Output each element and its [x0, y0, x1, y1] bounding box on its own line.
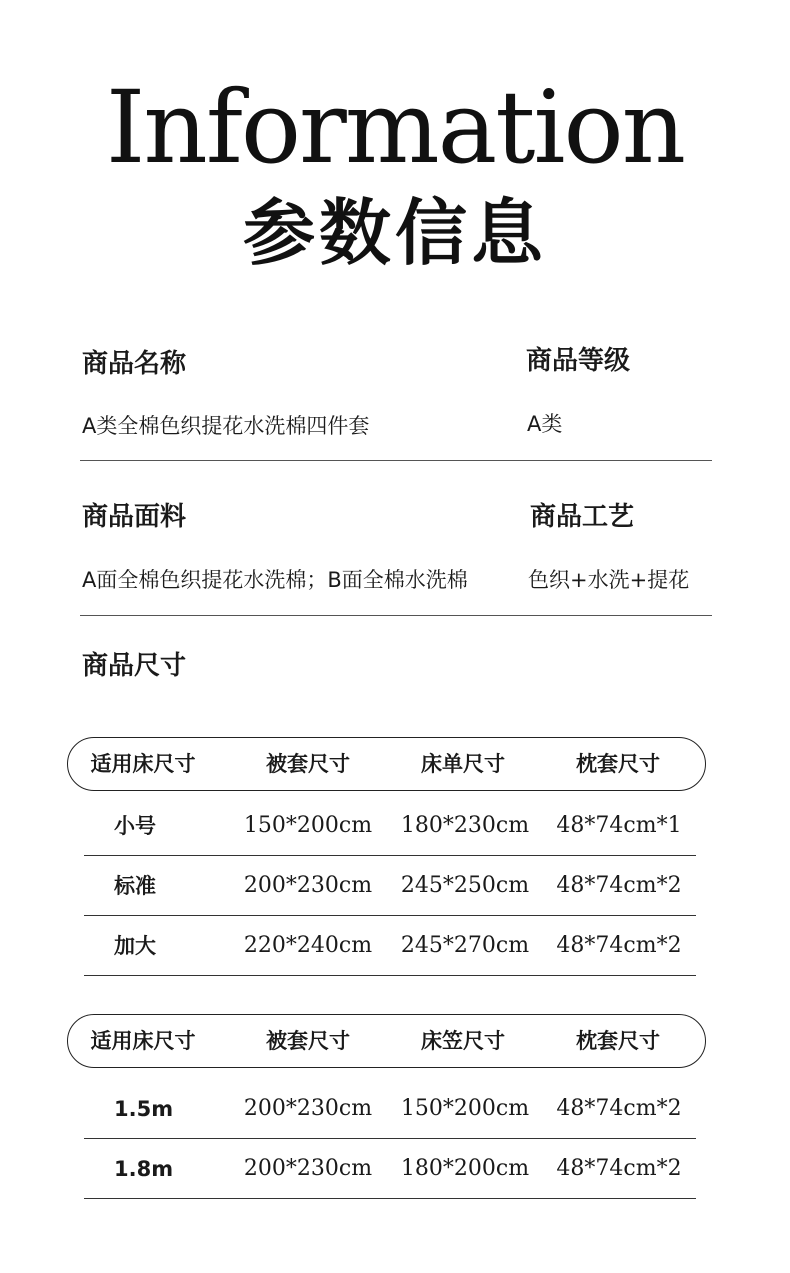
table-row	[84, 1139, 696, 1199]
pillowcase-size-cell: 48*74cm*2	[556, 873, 682, 898]
divider	[80, 615, 712, 616]
table1-header	[67, 737, 706, 791]
pillowcase-size-cell: 48*74cm*2	[556, 1096, 682, 1121]
table-row	[84, 856, 696, 916]
row-divider	[84, 975, 696, 976]
page-title-zh: 参数信息	[242, 191, 547, 275]
bed-size-cell: 1.8m	[114, 1157, 174, 1181]
duvet-size-cell: 200*230cm	[243, 1096, 373, 1121]
product-fabric-value: A面全棉色织提花水洗棉；B面全棉水洗棉	[82, 568, 468, 592]
product-size-label: 商品尺寸	[82, 651, 187, 681]
pillowcase-size-cell: 48*74cm*2	[556, 933, 682, 958]
product-fabric-label: 商品面料	[82, 502, 187, 532]
product-grade-label: 商品等级	[526, 346, 631, 376]
product-craft-value: 色织+水洗+提花	[528, 568, 690, 592]
fitted-sheet-size-cell: 150*200cm	[400, 1096, 530, 1121]
pillowcase-size-cell: 48*74cm*1	[556, 813, 682, 838]
table2-header-cell: 被套尺寸	[266, 1029, 350, 1053]
duvet-size-cell: 200*230cm	[243, 873, 373, 898]
bed-size-cell: 小号	[114, 814, 156, 838]
fitted-sheet-size-cell: 180*200cm	[400, 1156, 530, 1181]
bed-size-cell: 标准	[114, 874, 156, 898]
table2-header-cell: 床笠尺寸	[421, 1029, 505, 1053]
duvet-size-cell: 220*240cm	[243, 933, 373, 958]
table-row	[84, 796, 696, 856]
bed-size-cell: 加大	[114, 934, 156, 958]
product-name-value: A类全棉色织提花水洗棉四件套	[82, 414, 370, 438]
table-row	[84, 916, 696, 976]
sheet-size-cell: 245*270cm	[400, 933, 530, 958]
table1-header-cell: 被套尺寸	[266, 752, 350, 776]
table2-header-cell: 适用床尺寸	[90, 1029, 196, 1053]
duvet-size-cell: 150*200cm	[243, 813, 373, 838]
table1-header-cell: 适用床尺寸	[90, 752, 196, 776]
table1-header-cell: 枕套尺寸	[576, 752, 660, 776]
table2-header	[67, 1014, 706, 1068]
product-craft-label: 商品工艺	[530, 502, 635, 532]
product-grade-value: A类	[527, 412, 563, 436]
pillowcase-size-cell: 48*74cm*2	[556, 1156, 682, 1181]
table-row	[84, 1079, 696, 1139]
sheet-size-cell: 245*250cm	[400, 873, 530, 898]
duvet-size-cell: 200*230cm	[243, 1156, 373, 1181]
product-name-label: 商品名称	[82, 349, 187, 379]
page-title-en: Information	[105, 69, 685, 186]
bed-size-cell: 1.5m	[114, 1097, 174, 1121]
table2-header-cell: 枕套尺寸	[576, 1029, 660, 1053]
row-divider	[84, 1198, 696, 1199]
table1-header-cell: 床单尺寸	[421, 752, 505, 776]
divider	[80, 460, 712, 461]
sheet-size-cell: 180*230cm	[400, 813, 530, 838]
